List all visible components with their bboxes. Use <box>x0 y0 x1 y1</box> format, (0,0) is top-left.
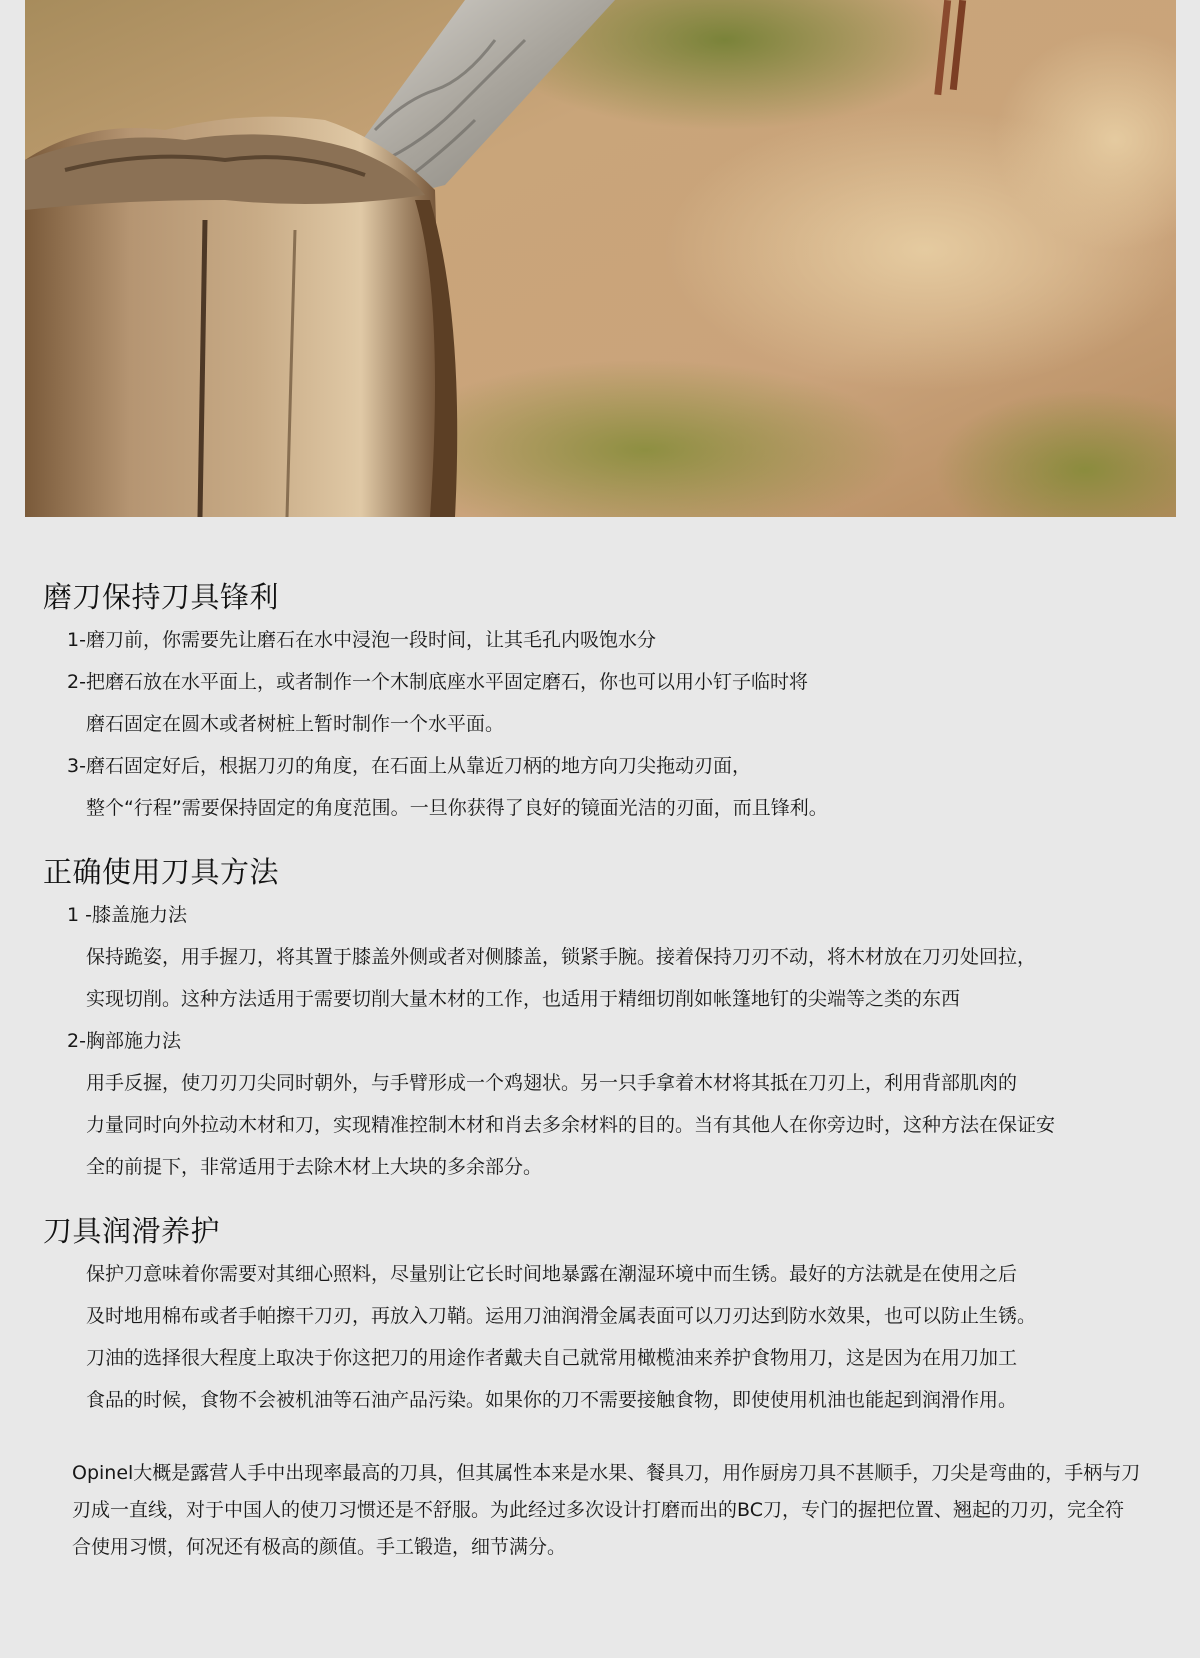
method-heading <box>0 1020 1200 1062</box>
step-text: 1-磨刀前，你需要先让磨石在水中浸泡一段时间，让其毛孔内吸饱水分 <box>67 629 656 651</box>
section-usage <box>0 853 1200 1188</box>
step-line <box>0 619 1200 661</box>
section-lubrication <box>0 1212 1200 1421</box>
closing-paragraph: Opinel大概是露营人手中出现率最高的刀具，但其属性本来是水果、餐具刀，用作厨房刀具不甚顺手，刀尖是弯曲的，手柄与刀刃成一直线，对于中国人的使刀习惯还是不舒服。为此经过多次设计打磨而出的BC刀，专门的握把位置、翘起的刀刃，完全符合使用习惯，何况还有极高的颜值。手工锻造，细节满分。 <box>72 1462 1141 1558</box>
step-text: 3-磨石固定好后，根据刀刃的角度，在石面上从靠近刀柄的地方向刀尖拖动刃面， <box>67 755 751 777</box>
care-line <box>0 1253 1200 1295</box>
method-title: 2-胸部施力法 <box>67 1030 181 1052</box>
article-content <box>0 578 1200 1566</box>
method-heading <box>0 894 1200 936</box>
method-description <box>0 936 1200 978</box>
step-line <box>0 661 1200 703</box>
step-line <box>0 745 1200 787</box>
step-continuation <box>0 703 1200 745</box>
step-continuation <box>0 787 1200 829</box>
care-text: 保护刀意味着你需要对其细心照料，尽量别让它长时间地暴露在潮湿环境中而生锈。最好的方法就是在使用之后 <box>86 1263 1018 1285</box>
care-line <box>0 1295 1200 1337</box>
care-text: 及时地用棉布或者手帕擦干刀刃，再放入刀鞘。运用刀油润滑金属表面可以刀刃达到防水效果，也可以防止生锈。 <box>86 1305 1037 1327</box>
method-text: 力量同时向外拉动木材和刀，实现精准控制木材和肖去多余材料的目的。当有其他人在你旁边时，这种方法在保证安 <box>86 1114 1056 1136</box>
method-text: 保持跪姿，用手握刀，将其置于膝盖外侧或者对侧膝盖，锁紧手腕。接着保持刀刃不动，将木材放在刀刃处回拉， <box>86 946 1037 968</box>
step-text: 磨石固定在圆木或者树桩上暂时制作一个水平面。 <box>86 713 505 735</box>
section-title: 刀具润滑养护 <box>43 1214 221 1248</box>
section-sharpening <box>0 578 1200 829</box>
hero-photo-illustration <box>25 0 1176 517</box>
step-text: 整个“行程”需要保持固定的角度范围。一旦你获得了良好的镜面光洁的刃面，而且锋利。 <box>86 797 828 819</box>
care-line <box>0 1379 1200 1421</box>
method-text: 用手反握，使刀刃刀尖同时朝外，与手臂形成一个鸡翅状。另一只手拿着木材将其抵在刀刃上，利用背部肌肉的 <box>86 1072 1018 1094</box>
method-description <box>0 1146 1200 1188</box>
care-text: 食品的时候，食物不会被机油等石油产品污染。如果你的刀不需要接触食物，即使使用机油也能起到润滑作用。 <box>86 1389 1018 1411</box>
section-title: 正确使用刀具方法 <box>43 855 280 889</box>
care-text: 刀油的选择很大程度上取决于你这把刀的用途作者戴夫自己就常用橄榄油来养护食物用刀，这是因为在用刀加工 <box>86 1347 1018 1369</box>
care-line <box>0 1337 1200 1379</box>
method-description <box>0 1104 1200 1146</box>
method-text: 实现切削。这种方法适用于需要切削大量木材的工作，也适用于精细切削如帐篷地钉的尖端等之类的东西 <box>86 988 961 1010</box>
section-title: 磨刀保持刀具锋利 <box>43 580 280 614</box>
hero-photo-knife-in-stump <box>25 0 1176 517</box>
method-text: 全的前提下，非常适用于去除木材上大块的多余部分。 <box>86 1156 543 1178</box>
method-description <box>0 1062 1200 1104</box>
method-title: 1 -膝盖施力法 <box>67 904 187 926</box>
method-description <box>0 978 1200 1020</box>
step-text: 2-把磨石放在水平面上，或者制作一个木制底座水平固定磨石，你也可以用小钉子临时将 <box>67 671 808 693</box>
